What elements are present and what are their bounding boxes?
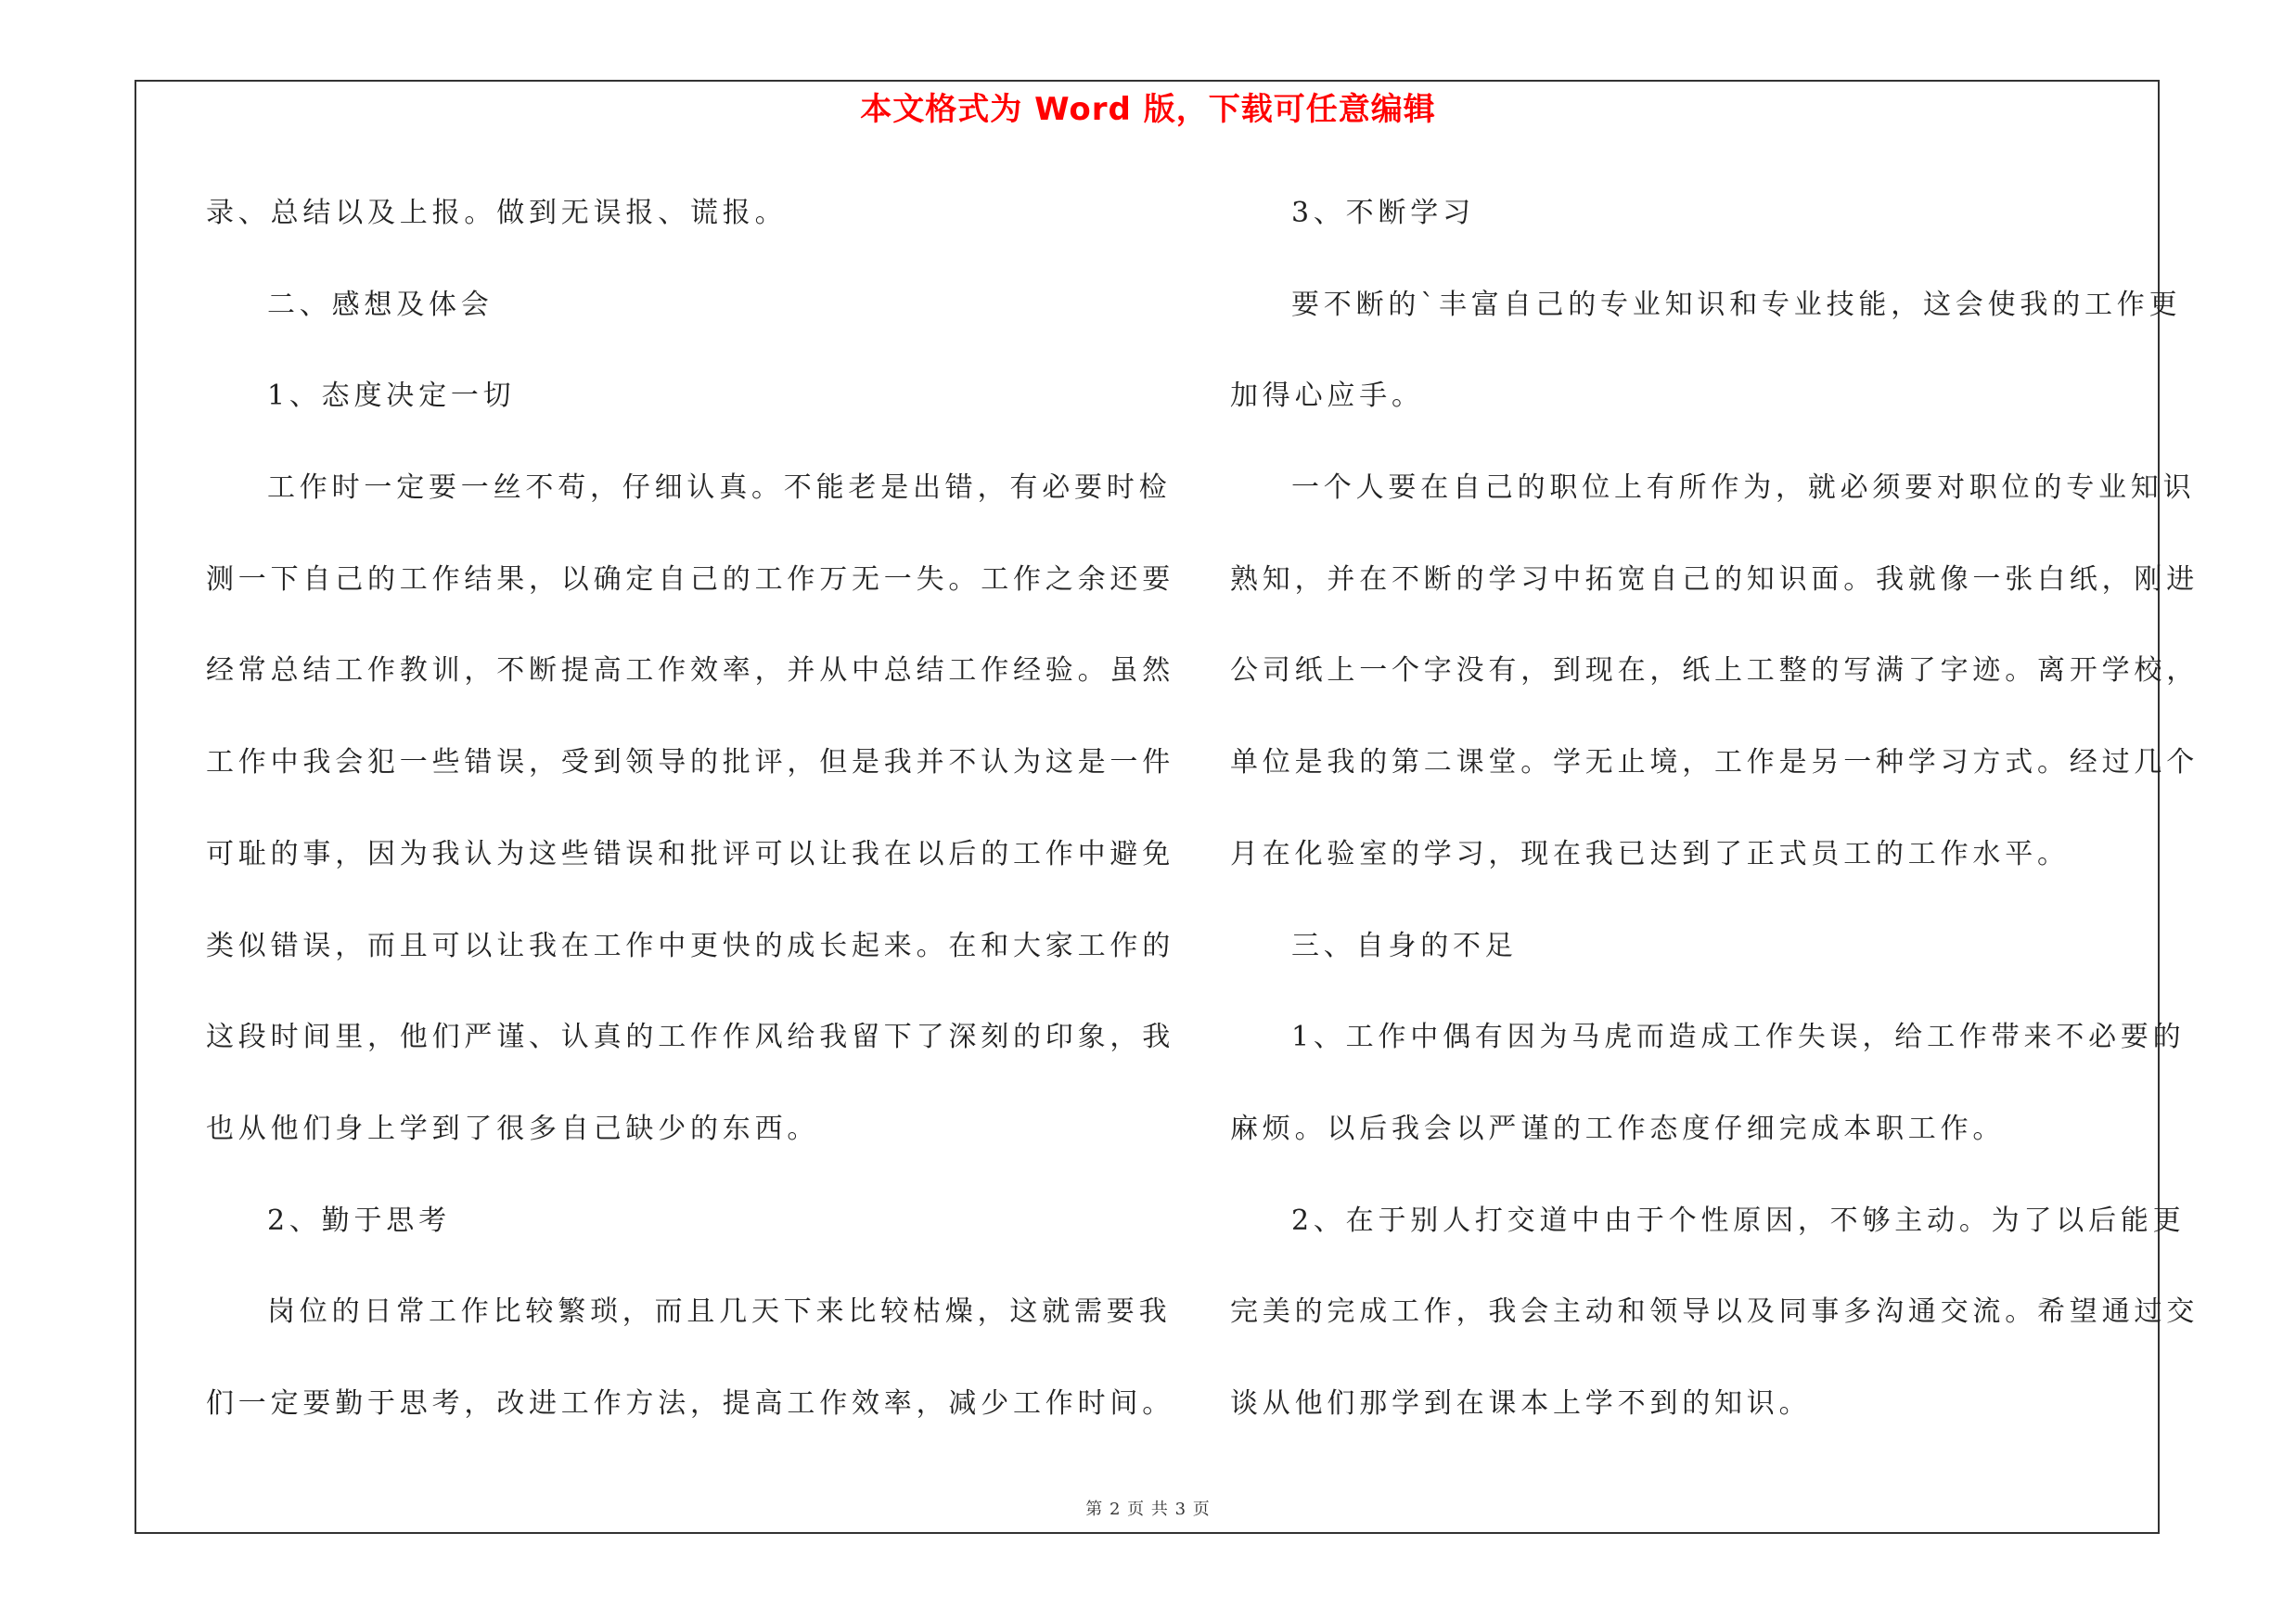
text-line: 经常总结工作教训，不断提高工作效率，并从中总结工作经验。虽然 (206, 654, 1174, 688)
text-line: 加得心应手。 (1230, 380, 1424, 413)
text-line: 完美的完成工作，我会主动和领导以及同事多沟通交流。希望通过交 (1230, 1295, 2199, 1329)
text-line: 月在化验室的学习，现在我已达到了正式员工的工作水平。 (1230, 837, 2070, 870)
text-line: 要不断的`丰富自己的专业知识和专业技能，这会使我的工作更 (1291, 288, 2182, 321)
text-line: 工作时一定要一丝不苟，仔细认真。不能老是出错，有必要时检 (267, 471, 1172, 505)
text-line: 工作中我会犯一些错误，受到领导的批评，但是我并不认为这是一件 (206, 746, 1174, 779)
text-line: 熟知，并在不断的学习中拓宽自己的知识面。我就像一张白纸，刚进 (1230, 562, 2199, 596)
text-line: 这段时间里，他们严谨、认真的工作作风给我留下了深刻的印象，我 (206, 1021, 1174, 1054)
left-text-column (206, 181, 1174, 1463)
text-line: 麻烦。以后我会以严谨的工作态度仔细完成本职工作。 (1230, 1112, 2006, 1145)
text-line: 谈从他们那学到在课本上学不到的知识。 (1230, 1386, 1812, 1420)
text-line: 2、勤于思考 (267, 1204, 451, 1237)
text-line: 二、感想及体会 (267, 288, 494, 321)
text-line: 1、态度决定一切 (267, 380, 516, 413)
right-text-column (1230, 181, 2199, 1463)
text-line: 单位是我的第二课堂。学无止境，工作是另一种学习方式。经过几个 (1230, 746, 2199, 779)
text-line: 岗位的日常工作比较繁琐，而且几天下来比较枯燥，这就需要我 (267, 1295, 1172, 1329)
text-line: 类似错误，而且可以让我在工作中更快的成长起来。在和大家工作的 (206, 929, 1174, 962)
text-line: 3、不断学习 (1291, 197, 1475, 229)
text-line: 可耻的事，因为我认为这些错误和批评可以让我在以后的工作中避免 (206, 837, 1174, 870)
text-line: 公司纸上一个字没有，到现在，纸上工整的写满了字迹。离开学校， (1230, 654, 2199, 688)
text-line: 2、在于别人打交道中由于个性原因，不够主动。为了以后能更 (1291, 1204, 2186, 1237)
text-line: 们一定要勤于思考，改进工作方法，提高工作效率，减少工作时间。 (206, 1386, 1174, 1420)
text-line: 三、自身的不足 (1291, 929, 1518, 962)
text-line: 也从他们身上学到了很多自己缺少的东西。 (206, 1112, 820, 1145)
text-line: 一个人要在自己的职位上有所作为，就必须要对职位的专业知识 (1291, 471, 2196, 505)
word-format-banner: 本文格式为 Word 版，下载可任意编辑 (860, 91, 1436, 128)
text-line: 1、工作中偶有因为马虎而造成工作失误，给工作带来不必要的 (1291, 1021, 2186, 1054)
page-number-footer: 第 2 页 共 3 页 (1085, 1500, 1211, 1519)
text-line: 测一下自己的工作结果，以确定自己的工作万无一失。工作之余还要 (206, 562, 1174, 596)
text-line: 录、总结以及上报。做到无误报、谎报。 (206, 197, 788, 229)
